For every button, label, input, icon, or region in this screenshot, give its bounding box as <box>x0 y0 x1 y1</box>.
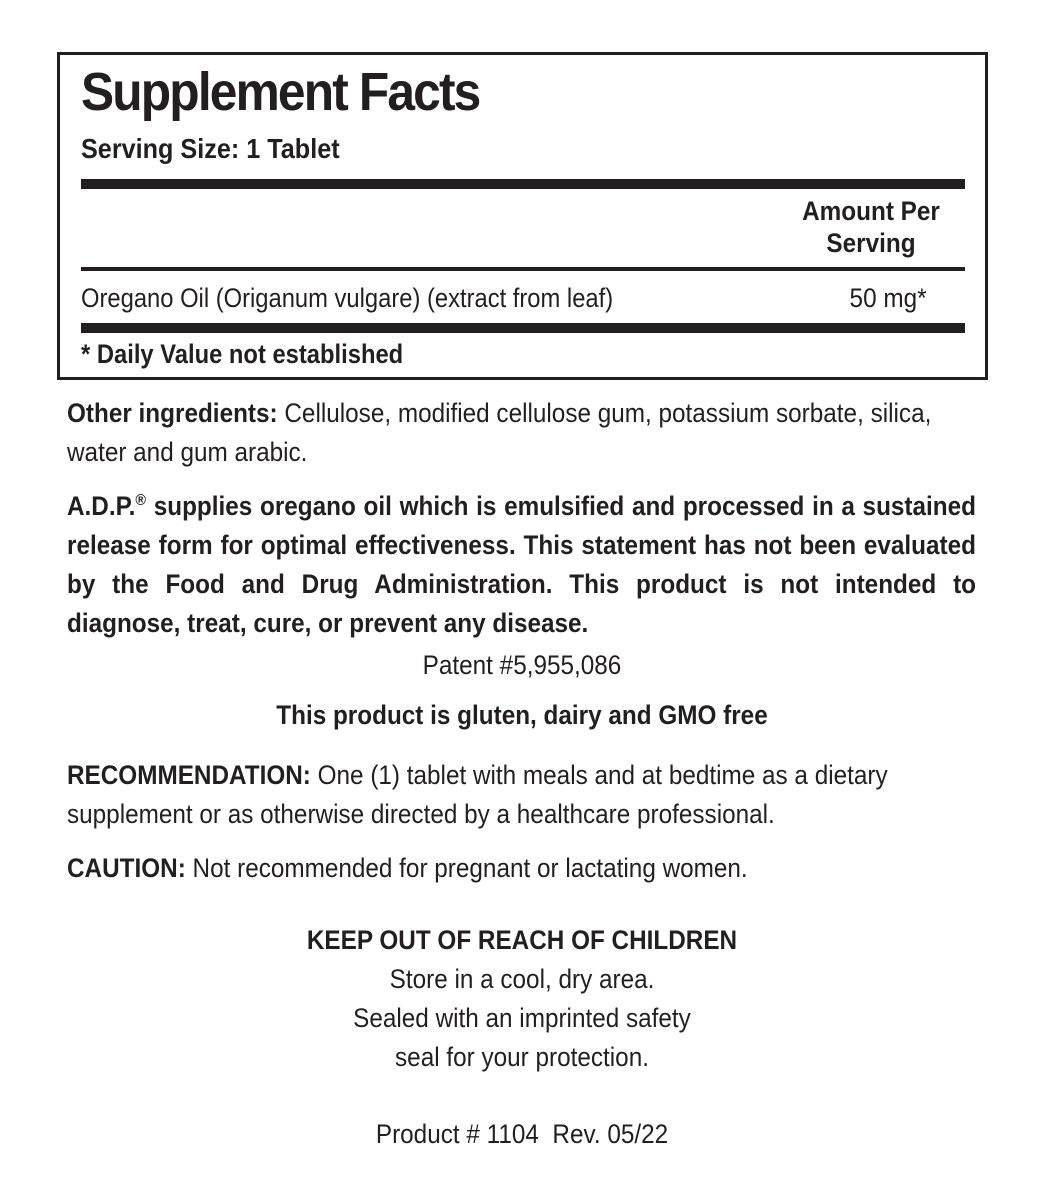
recommendation-label: RECOMMENDATION: <box>67 760 311 790</box>
daily-value-footnote: * Daily Value not established <box>81 339 404 369</box>
nutrient-name: Oregano Oil (Origanum vulgare) (extract from leaf) <box>81 283 614 313</box>
other-ingredients <box>67 394 976 472</box>
caution <box>67 849 976 888</box>
divider-thick-bottom <box>81 323 965 333</box>
storage-line-1: Store in a cool, dry area. <box>389 964 655 994</box>
storage-line-2: Sealed with an imprinted safety <box>353 1003 691 1033</box>
recommendation-text: One (1) tablet with meals and at bedtime as a dietary supplement or as otherwise directed by a healthcare professional. <box>67 760 888 829</box>
supplement-facts-panel <box>57 52 988 380</box>
serving-size: Serving Size: 1 Tablet <box>81 133 340 164</box>
amount-per-serving-header <box>799 195 943 259</box>
registered-mark: ® <box>135 492 147 509</box>
amount-header-line2: Serving <box>826 228 916 258</box>
recommendation <box>67 756 976 834</box>
divider-thick-top <box>81 179 965 189</box>
facts-title: Supplement Facts <box>81 62 480 122</box>
caution-label: CAUTION: <box>67 853 186 883</box>
nutrient-amount: 50 mg* <box>849 283 927 313</box>
caution-text: Not recommended for pregnant or lactating women. <box>185 853 748 883</box>
free-from-statement: This product is gluten, dairy and GMO free <box>276 700 768 730</box>
adp-text: supplies oregano oil which is emulsified and processed in a sustained release form for optimal effectiveness. This statement has not been evaluated by the Food and Drug Administration. This product is not intended to diagnose, treat, cure, or prevent any disease. <box>67 491 977 638</box>
amount-header-line1: Amount Per <box>802 196 940 226</box>
adp-statement <box>67 481 976 643</box>
storage-line-3: seal for your protection. <box>395 1042 649 1072</box>
revision: Rev. 05/22 <box>552 1119 669 1149</box>
keep-out-of-reach-heading: KEEP OUT OF REACH OF CHILDREN <box>306 925 738 955</box>
adp-brand: A.D.P. <box>67 491 136 521</box>
product-info <box>52 1115 992 1154</box>
patent-number: Patent #5,955,086 <box>422 650 622 680</box>
product-number: Product # 1104 <box>375 1119 539 1149</box>
divider-thin <box>81 267 965 271</box>
other-ingredients-text: Cellulose, modified cellulose gum, potassium sorbate, silica, water and gum arabic. <box>67 398 932 467</box>
other-ingredients-label: Other ingredients: <box>67 398 278 428</box>
